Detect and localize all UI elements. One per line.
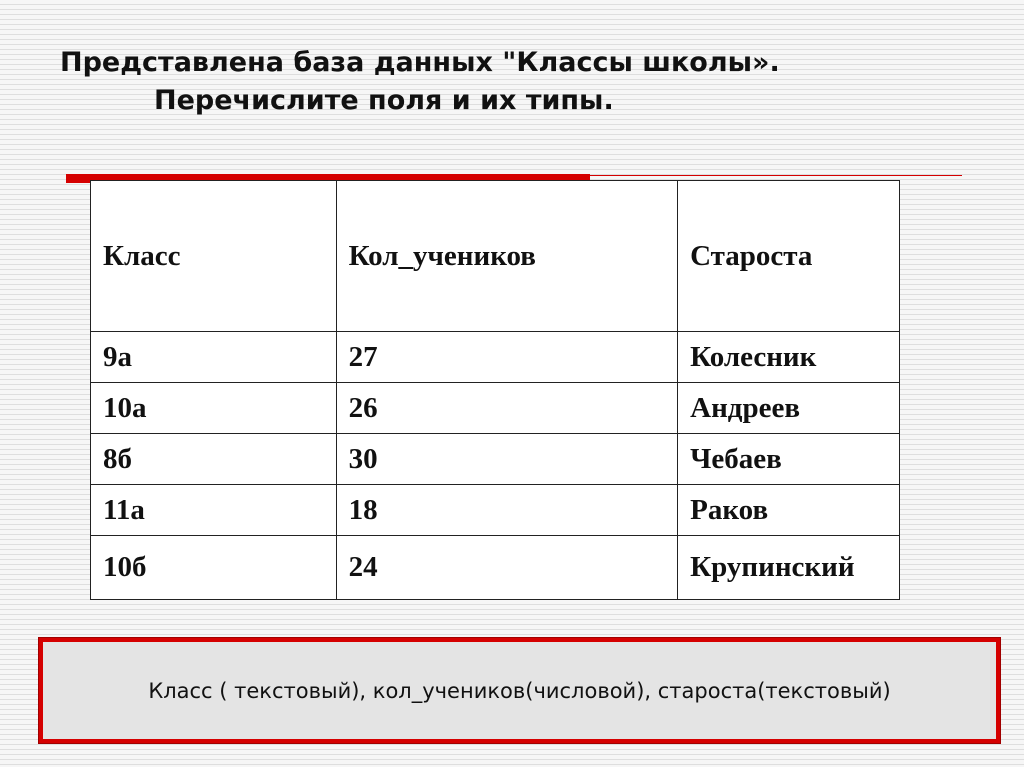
classes-table [90,180,900,600]
title-line-1: Представлена база данных "Классы школы». [60,47,780,78]
cell-student-count: 30 [336,434,678,485]
table-row [91,536,900,600]
table-row [91,485,900,536]
cell-student-count: 26 [336,383,678,434]
cell-monitor: Чебаев [678,434,900,485]
cell-student-count: 27 [336,332,678,383]
accent-line [590,175,962,176]
table-row [91,332,900,383]
slide-title [60,44,960,120]
cell-monitor: Андреев [678,383,900,434]
cell-class: 8б [91,434,337,485]
cell-student-count: 24 [336,536,678,600]
cell-class: 10а [91,383,337,434]
cell-class: 9а [91,332,337,383]
answer-text: Класс ( текстовый), кол_учеников(числовой), староста(текстовый) [148,678,891,703]
cell-class: 10б [91,536,337,600]
header-cell-monitor: Староста [678,181,900,332]
cell-class: 11а [91,485,337,536]
table-row [91,383,900,434]
table-header-row [91,181,900,332]
cell-student-count: 18 [336,485,678,536]
title-line-2: Перечислите поля и их типы. [154,85,614,116]
header-cell-student-count: Кол_учеников [336,181,678,332]
cell-monitor: Раков [678,485,900,536]
answer-box [39,638,1000,743]
cell-monitor: Колесник [678,332,900,383]
table-row [91,434,900,485]
cell-monitor: Крупинский [678,536,900,600]
header-cell-class: Класс [91,181,337,332]
